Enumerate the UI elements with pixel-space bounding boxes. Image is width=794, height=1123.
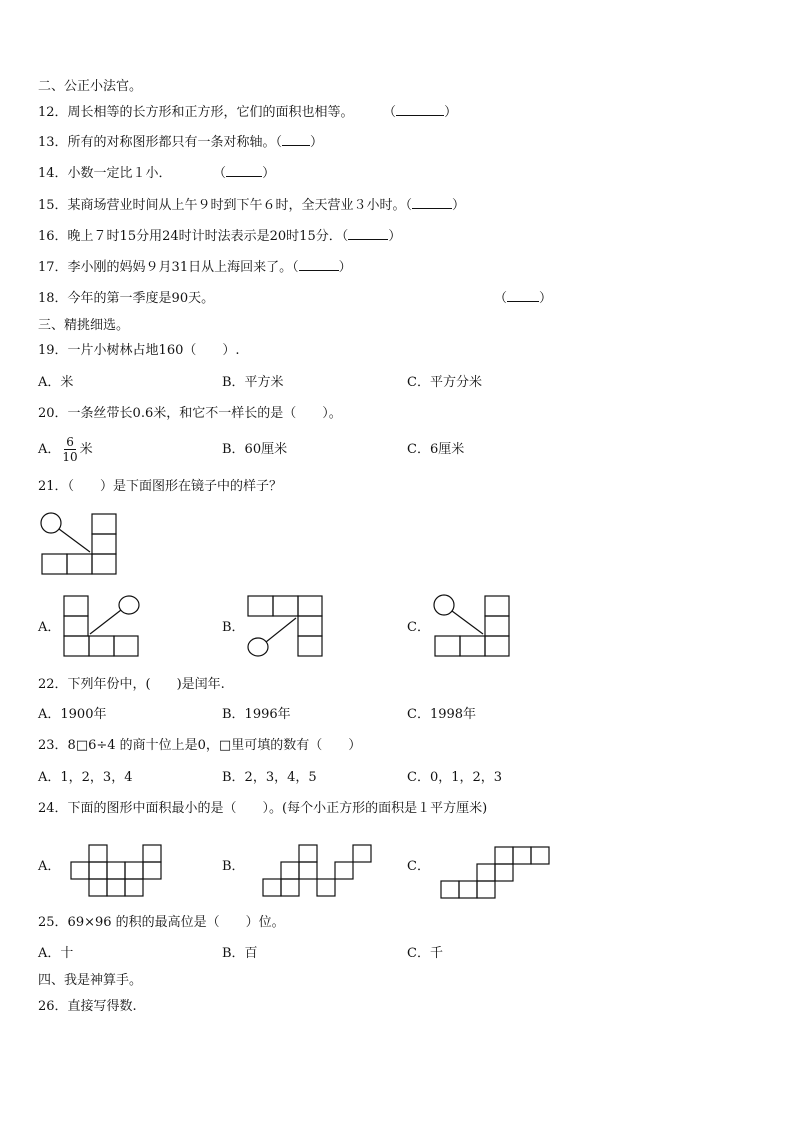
option-a-figure[interactable]	[70, 843, 170, 901]
option-c[interactable]: C．0，1，2，3	[407, 770, 503, 785]
question-13	[38, 135, 323, 151]
question-24-text: 24．下面的图形中面积最小的是（ ）。(每个小正方形的面积是１平方厘米)	[38, 801, 488, 816]
option-b-figure[interactable]	[246, 594, 326, 660]
question-15-text: 15．某商场营业时间从上午９时到下午６时，全天营业３小时。（	[38, 198, 413, 213]
paren-close: ）	[539, 291, 553, 306]
question-17-text: 17．李小刚的妈妈９月31日从上海回来了。（	[38, 260, 299, 275]
option-c[interactable]: C．	[407, 859, 430, 874]
paren-close: ）	[388, 229, 402, 244]
option-a[interactable]: A．1，2，3，4	[38, 770, 133, 785]
answer-blank[interactable]	[396, 115, 444, 116]
paren-close: ）	[310, 135, 324, 150]
paren-close: ）	[262, 166, 276, 181]
answer-blank[interactable]	[299, 270, 339, 271]
mirror-original-figure	[40, 512, 120, 578]
section-heading-4: 四、我是神算手。	[38, 973, 143, 988]
option-b[interactable]: B．百	[222, 946, 258, 961]
question-25-text: 25．69×96 的积的最高位是（ ）位。	[38, 915, 285, 930]
question-18-text: 18．今年的第一季度是90天。	[38, 291, 215, 306]
question-12-text: 12．周长相等的长方形和正方形，它们的面积也相等。	[38, 105, 354, 120]
option-b[interactable]: B．1996年	[222, 707, 291, 722]
paren-close: ）	[452, 198, 466, 213]
question-21-text: 21．（ ）是下面图形在镜子中的样子？	[38, 479, 283, 494]
option-c[interactable]: C．1998年	[407, 707, 477, 722]
paren-open: （	[219, 166, 227, 181]
option-a[interactable]: A．十	[38, 946, 74, 961]
question-12	[38, 105, 457, 121]
option-a[interactable]: A．1900年	[38, 707, 107, 722]
question-26-text: 26．直接写得数.	[38, 999, 137, 1014]
option-label: A．	[38, 442, 61, 457]
question-14	[38, 166, 275, 182]
option-b[interactable]: B．平方米	[222, 375, 284, 390]
option-a[interactable]: A．米	[38, 375, 74, 390]
answer-blank[interactable]	[348, 239, 388, 240]
option-b[interactable]: B．60厘米	[222, 442, 288, 457]
question-18-answer	[494, 291, 552, 307]
question-16-text: 16．晚上７时15分用24时计时法表示是20时15分．（	[38, 229, 349, 244]
answer-blank[interactable]	[412, 208, 452, 209]
option-b[interactable]: B．2，3，4，5	[222, 770, 317, 785]
question-13-text: 13．所有的对称图形都只有一条对称轴。（	[38, 135, 283, 150]
option-a[interactable]	[38, 434, 93, 466]
question-20-text: 20．一条丝带长0.6米，和它不一样长的是（ ）。	[38, 406, 342, 421]
unit: 米	[79, 442, 93, 457]
question-18	[38, 291, 214, 307]
section-heading-3: 三、精挑细选。	[38, 318, 130, 333]
option-c[interactable]: C．	[407, 620, 430, 635]
question-14-text: 14．小数一定比１小．	[38, 166, 172, 181]
paren-open: （	[389, 105, 397, 120]
option-a[interactable]: A．	[38, 859, 61, 874]
option-c-figure[interactable]	[433, 594, 513, 660]
section-heading-2: 二、公正小法官。	[38, 79, 143, 94]
paren-close: ）	[444, 105, 458, 120]
fraction-numerator: 6	[66, 435, 74, 449]
question-16	[38, 229, 401, 245]
option-a-figure[interactable]	[62, 594, 142, 660]
option-c-figure[interactable]	[440, 845, 552, 903]
question-22-text: 22．下列年份中，( )是闰年.	[38, 677, 225, 692]
paren-open: （	[494, 291, 508, 306]
question-23-text: 23．8□6÷4 的商十位上是0，□里可填的数有（ ）	[38, 738, 362, 753]
option-b[interactable]: B．	[222, 859, 245, 874]
fraction	[62, 435, 77, 464]
question-15	[38, 198, 465, 214]
fraction-denominator: 10	[62, 450, 78, 464]
question-19-text: 19．一片小树林占地160（ ）.	[38, 343, 240, 358]
answer-blank[interactable]	[282, 145, 310, 146]
answer-blank[interactable]	[226, 176, 262, 177]
question-17	[38, 260, 352, 276]
option-b[interactable]: B．	[222, 620, 245, 635]
option-c[interactable]: C．平方分米	[407, 375, 482, 390]
option-b-figure[interactable]	[262, 843, 374, 901]
option-c[interactable]: C．6厘米	[407, 442, 465, 457]
option-a[interactable]: A．	[38, 620, 61, 635]
option-c[interactable]: C．千	[407, 946, 443, 961]
answer-blank[interactable]	[507, 301, 539, 302]
paren-close: ）	[338, 260, 352, 275]
